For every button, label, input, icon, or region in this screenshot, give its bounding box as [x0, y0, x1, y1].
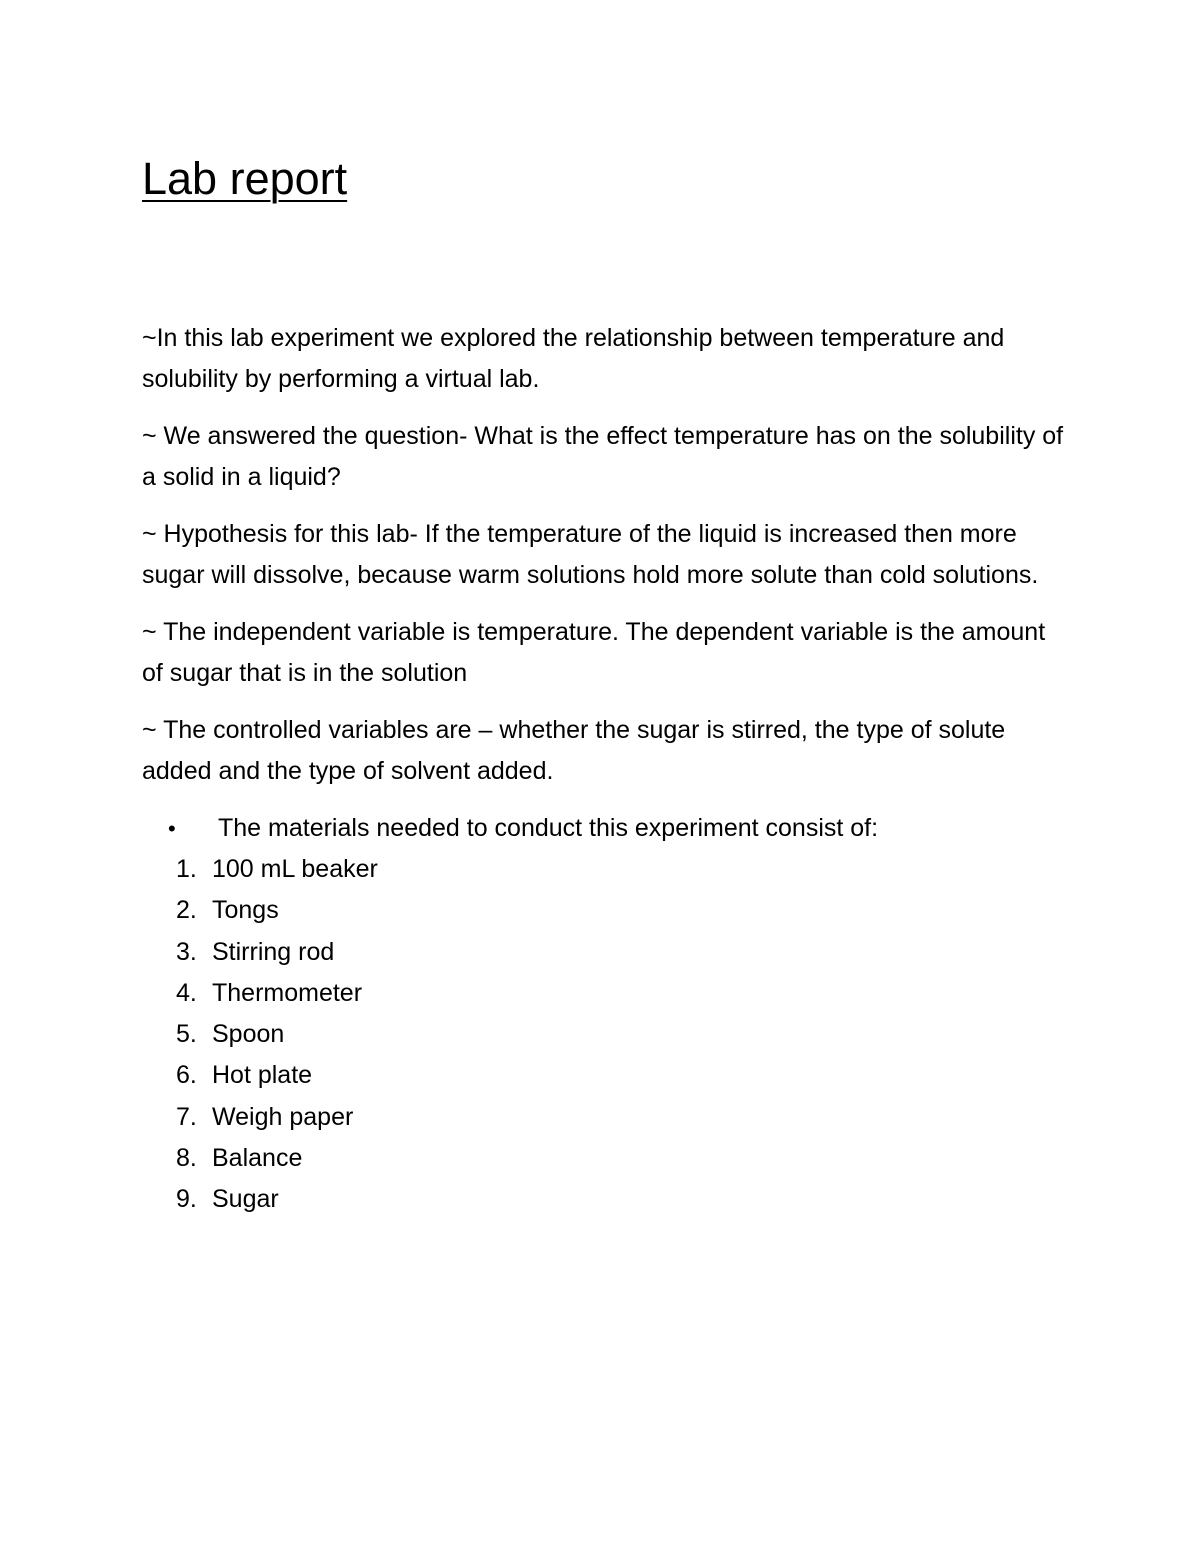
list-item-text: Spoon	[212, 1020, 285, 1049]
list-item-text: Balance	[212, 1144, 303, 1173]
list-item	[176, 1138, 1072, 1179]
list-item-text: 100 mL beaker	[212, 855, 378, 883]
list-item-number: 5.	[176, 1020, 197, 1049]
paragraph-variables: ~ The independent variable is temperature. The dependent variable is the amount of sugar that is in the solution	[142, 618, 1046, 687]
paragraph-question: ~ We answered the question- What is the effect temperature has on the solubility of a solid in a liquid?	[142, 422, 1064, 491]
list-item-text: Sugar	[212, 1185, 279, 1214]
list-item-text: Tongs	[212, 896, 279, 925]
paragraph-controlled-variables: ~ The controlled variables are – whether the sugar is stirred, the type of solute added and the type of solvent added.	[142, 716, 1006, 785]
list-item-number: 1.	[176, 855, 197, 883]
list-item-number: 3.	[176, 937, 197, 966]
list-item-number: 9.	[176, 1185, 197, 1214]
list-item-number: 7.	[176, 1102, 197, 1131]
list-item-number: 6.	[176, 1061, 197, 1090]
list-item-text: Thermometer	[212, 978, 363, 1007]
paragraph-intro: ~In this lab experiment we explored the relationship between temperature and solubility by performing a virtual lab.	[142, 324, 1005, 393]
materials-list	[142, 849, 1072, 1221]
materials-bullet	[168, 808, 1072, 849]
list-item	[176, 1179, 1072, 1220]
list-item	[176, 890, 1072, 931]
list-item	[176, 849, 1072, 890]
bullet-icon: •	[168, 816, 176, 841]
list-item-text: Hot plate	[212, 1061, 313, 1090]
list-item	[176, 1055, 1072, 1096]
list-item	[176, 1014, 1072, 1055]
page-title: Lab report	[142, 153, 348, 204]
document-body	[142, 318, 1072, 1221]
list-item-text: Stirring rod	[212, 937, 335, 966]
list-item	[176, 1097, 1072, 1138]
list-item	[176, 973, 1072, 1014]
list-item	[176, 932, 1072, 973]
list-item-number: 2.	[176, 896, 197, 925]
list-item-text: Weigh paper	[212, 1102, 354, 1131]
list-item-number: 4.	[176, 978, 197, 1007]
materials-intro: The materials needed to conduct this experiment consist of:	[218, 814, 879, 842]
list-item-number: 8.	[176, 1144, 197, 1173]
paragraph-hypothesis: ~ Hypothesis for this lab- If the temperature of the liquid is increased then more sugar will dissolve, because warm solutions hold more solute than cold solutions.	[142, 520, 1039, 589]
